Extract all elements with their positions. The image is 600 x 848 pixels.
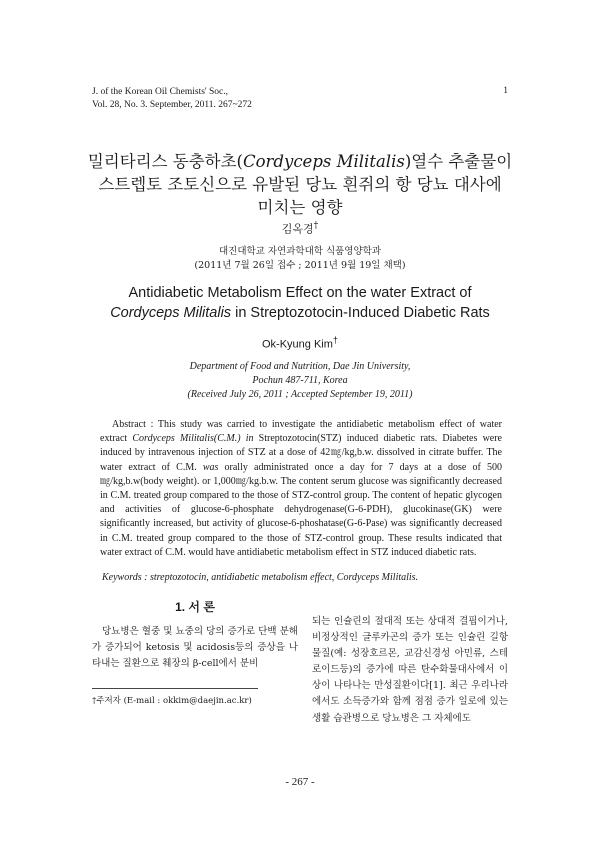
korean-dates: (2011년 7월 26일 접수 ; 2011년 9월 19일 채택) (194, 260, 406, 271)
english-title: Antidiabetic Metabolism Effect on the water Extract of Cordyceps Militalis in Streptozotocin-Induced Diabetic Rats (110, 285, 490, 321)
header-page-number: 1 (503, 86, 508, 96)
english-dates: (Received July 26, 2011 ; Accepted September 19, 2011) (187, 389, 413, 400)
english-author: Ok-Kyung Kim† (261, 335, 338, 351)
english-affiliation: Department of Food and Nutrition, Dae Jin University, Pochun 487-711, Korea (Received July 26, 2011 ; Accepted September 19, 2011) (0, 360, 600, 402)
abstract: Abstract : This study was carried to investigate the antidiabetic metabolism effect of water extract Cordyceps Militalis(C.M.) in Streptozotocin(STZ) induced diabetic rats. Diabetes were induced by intravenous injection of STZ at a dose of 42㎎/kg,b.w. dissolved in citrate buffer. The water extract of C.M. was orally administrated once a day for 7 days at a dose of 500㎎/kg,b.w(body weight). or 1,000㎎/kg.b.w. The content serum glucose was significantly decreased in C.M. treated group compared to the those of STZ-control group. The content of hepatic glycogen and activities of glucose-6-phosphate dehydrogenase(G-6-PDH), glucokinase(GK) were significantly increased, but activity of glucose-6-phoshatase(G-6-Pase) was significantly decreased in C.M. treated group compared to the those of STZ-control group. These results indicated that water extract of C.M. would have antidiabetic metabolism effect in STZ induced diabetic rats. (100, 419, 502, 558)
keywords: Keywords : streptozotocin, antidiabetic metabolism effect, Cordyceps Militalis. (102, 572, 419, 583)
korean-title-line-1: 밀리타리스 동충하초(Cordyceps Militalis)열수 추출물이 (87, 152, 513, 171)
body-left-column (92, 624, 298, 672)
page-number: - 267 - (285, 776, 315, 788)
corresponding-mark: † (332, 335, 338, 345)
journal-volume: Vol. 28, No. 3. September, 2011. 267~272 (92, 100, 252, 110)
footnote-divider (92, 688, 258, 689)
korean-title-line-3: 미치는 영향 (257, 198, 343, 217)
species-name: Cordyceps Militalis (242, 152, 405, 171)
abstract-label: Abstract (112, 419, 146, 430)
korean-author: 김옥경† (281, 220, 319, 236)
journal-name: J. of the Korean Oil Chemists' Soc., (92, 87, 229, 97)
corresponding-mark: † (313, 220, 319, 231)
footnote: †주저자 (E-mail : okkim@daejin.ac.kr) (92, 696, 252, 706)
paragraph: 당뇨병은 혈중 및 뇨중의 당의 증가로 단백 분해가 증가되어 ketosis 및 acidosis등의 증상을 나타내는 질환으로 췌장의 β-cell에서 분비 (92, 626, 298, 669)
journal-citation (92, 86, 252, 112)
paragraph: 되는 인슐린의 절대적 또는 상대적 결핍이거나, 비정상적인 글루카곤의 증가 또는 인슐린 길항 물질(예: 성장호르몬, 교감신경성 아민류, 스테로이드등)의 증가에 따른 탄수화물대사에서 이상이 나타나는 만성질환이다[1]. 최근 우리나라에서도 소득증가와 함께 점점 증가 일로에 있는 생활 습관병으로 당뇨병은 그 자체에도 (312, 616, 508, 724)
korean-affiliation: 대진대학교 자연과학대학 식품영양학과 (2011년 7월 26일 접수 ; 2011년 9월 19일 채택) (0, 245, 600, 273)
korean-title-line-2: 스트렙토 조토신으로 유발된 당뇨 흰쥐의 항 당뇨 대사에 (98, 175, 502, 194)
body-right-column (312, 614, 508, 727)
section-heading: 1. 서 론 (175, 600, 215, 614)
korean-title (60, 150, 540, 219)
